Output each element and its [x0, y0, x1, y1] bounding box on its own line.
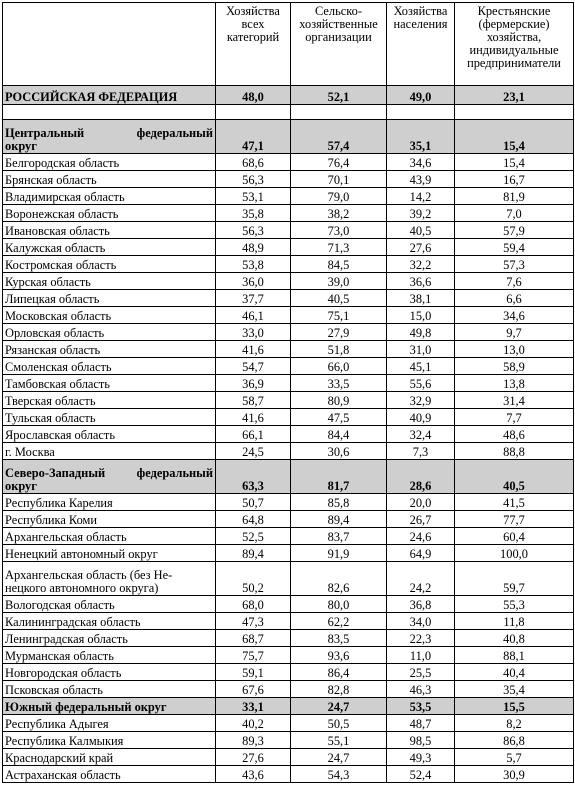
table-row [3, 324, 574, 341]
cell-value: 55,1 [291, 732, 387, 749]
cell-value: 24,2 [387, 562, 455, 596]
cell-value: 80,0 [291, 596, 387, 613]
row-name: Республика Карелия [3, 494, 216, 511]
row-name: Астраханская область [3, 766, 216, 783]
cell-value: 58,9 [455, 358, 574, 375]
row-name: Ярославская область [3, 426, 216, 443]
row-name: Тамбовская область [3, 375, 216, 392]
cell-value: 93,6 [291, 647, 387, 664]
cell-value: 88,1 [455, 647, 574, 664]
row-name: Калининградская область [3, 613, 216, 630]
cell-value: 13,8 [455, 375, 574, 392]
cell-value: 53,8 [216, 256, 291, 273]
cell-value: 41,6 [216, 409, 291, 426]
cell-value: 48,6 [455, 426, 574, 443]
cell-value: 24,7 [291, 749, 387, 766]
table-row [3, 443, 574, 460]
cell-value: 88,8 [455, 443, 574, 460]
cell-value: 89,3 [216, 732, 291, 749]
cell-value: 67,6 [216, 681, 291, 698]
cell-value: 53,5 [387, 698, 455, 715]
row-name: Республика Коми [3, 511, 216, 528]
cell-value: 58,7 [216, 392, 291, 409]
cell-value: 24,7 [291, 698, 387, 715]
cell-value: 8,2 [455, 715, 574, 732]
cell-value: 43,9 [387, 171, 455, 188]
table-row [3, 715, 574, 732]
cell-value: 39,2 [387, 205, 455, 222]
table-row [3, 545, 574, 562]
district-name: Северо-Западный федеральный округ [3, 460, 216, 494]
cell-value: 27,9 [291, 324, 387, 341]
cell-value: 75,7 [216, 647, 291, 664]
cell-value: 48,7 [387, 715, 455, 732]
header-agri-orgs: Сельско-хозяйственные организации [291, 3, 387, 86]
cell-value: 81,9 [455, 188, 574, 205]
district-row-northwest [3, 460, 574, 494]
cell-value: 48,9 [216, 239, 291, 256]
table-row [3, 375, 574, 392]
table-row [3, 358, 574, 375]
cell-value: 40,9 [387, 409, 455, 426]
row-name: Воронежская область [3, 205, 216, 222]
row-name: Калужская область [3, 239, 216, 256]
cell-value: 22,3 [387, 630, 455, 647]
row-name: Орловская область [3, 324, 216, 341]
cell-value: 52,5 [216, 528, 291, 545]
cell-value: 38,1 [387, 290, 455, 307]
table-row [3, 630, 574, 647]
cell-value: 56,3 [216, 222, 291, 239]
cell-value: 31,0 [387, 341, 455, 358]
cell-value: 54,3 [291, 766, 387, 783]
row-name: г. Москва [3, 443, 216, 460]
cell-value: 52,4 [387, 766, 455, 783]
row-name: Московская область [3, 307, 216, 324]
table-row [3, 749, 574, 766]
cell-value: 46,1 [216, 307, 291, 324]
cell-value: 34,0 [387, 613, 455, 630]
cell-value: 83,7 [291, 528, 387, 545]
cell-value: 27,6 [387, 239, 455, 256]
cell-value: 40,4 [455, 664, 574, 681]
district-row-central [3, 120, 574, 154]
table-row [3, 511, 574, 528]
cell-value: 64,9 [387, 545, 455, 562]
table-row [3, 528, 574, 545]
header-row [3, 3, 574, 86]
district-name: Центральный федеральный округ [3, 120, 216, 154]
table-row [3, 494, 574, 511]
cell-value: 32,9 [387, 392, 455, 409]
cell-value: 5,7 [455, 749, 574, 766]
cell-value: 7,0 [455, 205, 574, 222]
cell-value: 57,9 [455, 222, 574, 239]
cell-value: 63,3 [216, 460, 291, 494]
cell-value: 28,6 [387, 460, 455, 494]
cell-value: 49,0 [387, 86, 455, 105]
cell-value: 20,0 [387, 494, 455, 511]
cell-value: 11,8 [455, 613, 574, 630]
row-name: Брянская область [3, 171, 216, 188]
cell-value: 81,7 [291, 460, 387, 494]
cell-value: 49,3 [387, 749, 455, 766]
header-corner [3, 3, 216, 86]
cell-value: 40,5 [387, 222, 455, 239]
cell-value: 30,9 [455, 766, 574, 783]
header-all-categories: Хозяйства всех категорий [216, 3, 291, 86]
row-name: Тульская область [3, 409, 216, 426]
row-name: Курская область [3, 273, 216, 290]
document-page [2, 2, 574, 783]
cell-value: 34,6 [387, 154, 455, 171]
cell-value: 70,1 [291, 171, 387, 188]
cell-value: 52,1 [291, 86, 387, 105]
cell-value: 46,3 [387, 681, 455, 698]
table-row [3, 222, 574, 239]
cell-value: 43,6 [216, 766, 291, 783]
cell-value: 50,7 [216, 494, 291, 511]
row-name: Смоленская область [3, 358, 216, 375]
cell-value: 30,6 [291, 443, 387, 460]
cell-value: 55,6 [387, 375, 455, 392]
cell-value: 36,8 [387, 596, 455, 613]
cell-value: 33,0 [216, 324, 291, 341]
row-name: Ленинградская область [3, 630, 216, 647]
cell-value: 100,0 [455, 545, 574, 562]
cell-value: 71,3 [291, 239, 387, 256]
statistics-table [2, 2, 574, 783]
header-households: Хозяйства населения [387, 3, 455, 86]
table-row [3, 766, 574, 783]
cell-value: 66,0 [291, 358, 387, 375]
cell-value: 59,1 [216, 664, 291, 681]
cell-value: 98,5 [387, 732, 455, 749]
table-row [3, 256, 574, 273]
row-name: Новгородская область [3, 664, 216, 681]
cell-value: 66,1 [216, 426, 291, 443]
cell-value: 54,7 [216, 358, 291, 375]
cell-value: 36,9 [216, 375, 291, 392]
cell-value: 35,4 [455, 681, 574, 698]
cell-value: 7,3 [387, 443, 455, 460]
cell-value: 62,2 [291, 613, 387, 630]
cell-value: 15,4 [455, 154, 574, 171]
cell-value: 7,7 [455, 409, 574, 426]
cell-value: 14,2 [387, 188, 455, 205]
row-name: Рязанская область [3, 341, 216, 358]
cell-value: 39,0 [291, 273, 387, 290]
spacer-row [3, 105, 574, 120]
cell-value: 84,5 [291, 256, 387, 273]
district-name: Южный федеральный округ [3, 698, 216, 715]
cell-value: 82,8 [291, 681, 387, 698]
table-row [3, 664, 574, 681]
table-row [3, 596, 574, 613]
cell-value: 47,3 [216, 613, 291, 630]
cell-value: 59,4 [455, 239, 574, 256]
row-name: Ненецкий автономный округ [3, 545, 216, 562]
cell-value: 7,6 [455, 273, 574, 290]
table-row [3, 647, 574, 664]
cell-value: 50,5 [291, 715, 387, 732]
row-name: Липецкая область [3, 290, 216, 307]
cell-value: 59,7 [455, 562, 574, 596]
cell-value: 47,5 [291, 409, 387, 426]
cell-value: 48,0 [216, 86, 291, 105]
table-row [3, 205, 574, 222]
district-row-south [3, 698, 574, 715]
table-row [3, 613, 574, 630]
cell-value: 41,6 [216, 341, 291, 358]
cell-value: 51,8 [291, 341, 387, 358]
cell-value: 85,8 [291, 494, 387, 511]
table-row [3, 307, 574, 324]
cell-value: 35,8 [216, 205, 291, 222]
cell-value: 31,4 [455, 392, 574, 409]
row-name: Владимирская область [3, 188, 216, 205]
cell-value: 41,5 [455, 494, 574, 511]
cell-value: 26,7 [387, 511, 455, 528]
cell-value: 55,3 [455, 596, 574, 613]
cell-value: 79,0 [291, 188, 387, 205]
cell-value: 35,1 [387, 120, 455, 154]
total-row [3, 86, 574, 105]
table-row [3, 681, 574, 698]
cell-value: 91,9 [291, 545, 387, 562]
cell-value: 40,2 [216, 715, 291, 732]
cell-value: 68,7 [216, 630, 291, 647]
cell-value: 15,5 [455, 698, 574, 715]
table-row [3, 392, 574, 409]
cell-value: 45,1 [387, 358, 455, 375]
table-row [3, 732, 574, 749]
cell-value: 15,4 [455, 120, 574, 154]
cell-value: 89,4 [216, 545, 291, 562]
row-name: Вологодская область [3, 596, 216, 613]
cell-value: 24,5 [216, 443, 291, 460]
cell-value: 32,2 [387, 256, 455, 273]
cell-value: 13,0 [455, 341, 574, 358]
cell-value: 56,3 [216, 171, 291, 188]
cell-value: 49,8 [387, 324, 455, 341]
header-farms: Крестьянские (фермерские) хозяйства, индивидуальные предприниматели [455, 3, 574, 86]
table-row [3, 290, 574, 307]
cell-value: 60,4 [455, 528, 574, 545]
table-row [3, 171, 574, 188]
cell-value: 75,1 [291, 307, 387, 324]
cell-value: 37,7 [216, 290, 291, 307]
cell-value: 83,5 [291, 630, 387, 647]
cell-value: 57,4 [291, 120, 387, 154]
row-name: РОССИЙСКАЯ ФЕДЕРАЦИЯ [3, 86, 216, 105]
cell-value: 89,4 [291, 511, 387, 528]
cell-value: 86,8 [455, 732, 574, 749]
cell-value: 32,4 [387, 426, 455, 443]
cell-value: 11,0 [387, 647, 455, 664]
cell-value: 23,1 [455, 86, 574, 105]
cell-value: 40,5 [455, 460, 574, 494]
cell-value: 33,1 [216, 698, 291, 715]
row-name: Краснодарский край [3, 749, 216, 766]
row-name: Республика Адыгея [3, 715, 216, 732]
table-row [3, 273, 574, 290]
row-name: Псковская область [3, 681, 216, 698]
cell-value: 36,6 [387, 273, 455, 290]
cell-value: 38,2 [291, 205, 387, 222]
row-name: Республика Калмыкия [3, 732, 216, 749]
cell-value: 36,0 [216, 273, 291, 290]
cell-value: 27,6 [216, 749, 291, 766]
cell-value: 40,8 [455, 630, 574, 647]
table-row [3, 341, 574, 358]
table-row [3, 239, 574, 256]
cell-value: 50,2 [216, 562, 291, 596]
cell-value: 47,1 [216, 120, 291, 154]
cell-value: 6,6 [455, 290, 574, 307]
cell-value: 86,4 [291, 664, 387, 681]
table-row [3, 562, 574, 596]
row-name: Костромская область [3, 256, 216, 273]
row-name: Архангельская область [3, 528, 216, 545]
cell-value: 9,7 [455, 324, 574, 341]
cell-value: 76,4 [291, 154, 387, 171]
cell-value: 82,6 [291, 562, 387, 596]
table-row [3, 426, 574, 443]
cell-value: 16,7 [455, 171, 574, 188]
cell-value: 57,3 [455, 256, 574, 273]
cell-value: 64,8 [216, 511, 291, 528]
cell-value: 24,6 [387, 528, 455, 545]
cell-value: 77,7 [455, 511, 574, 528]
cell-value: 53,1 [216, 188, 291, 205]
row-name: Тверская область [3, 392, 216, 409]
cell-value: 80,9 [291, 392, 387, 409]
row-name: Ивановская область [3, 222, 216, 239]
cell-value: 15,0 [387, 307, 455, 324]
cell-value: 68,6 [216, 154, 291, 171]
cell-value: 84,4 [291, 426, 387, 443]
cell-value: 34,6 [455, 307, 574, 324]
table-row [3, 409, 574, 426]
row-name: Белгородская область [3, 154, 216, 171]
row-name: Архангельская область (без Не- нецкого автономного округа) [3, 562, 216, 596]
row-name: Мурманская область [3, 647, 216, 664]
cell-value: 33,5 [291, 375, 387, 392]
table-row [3, 188, 574, 205]
cell-value: 73,0 [291, 222, 387, 239]
cell-value: 40,5 [291, 290, 387, 307]
table-row [3, 154, 574, 171]
cell-value: 25,5 [387, 664, 455, 681]
cell-value: 68,0 [216, 596, 291, 613]
